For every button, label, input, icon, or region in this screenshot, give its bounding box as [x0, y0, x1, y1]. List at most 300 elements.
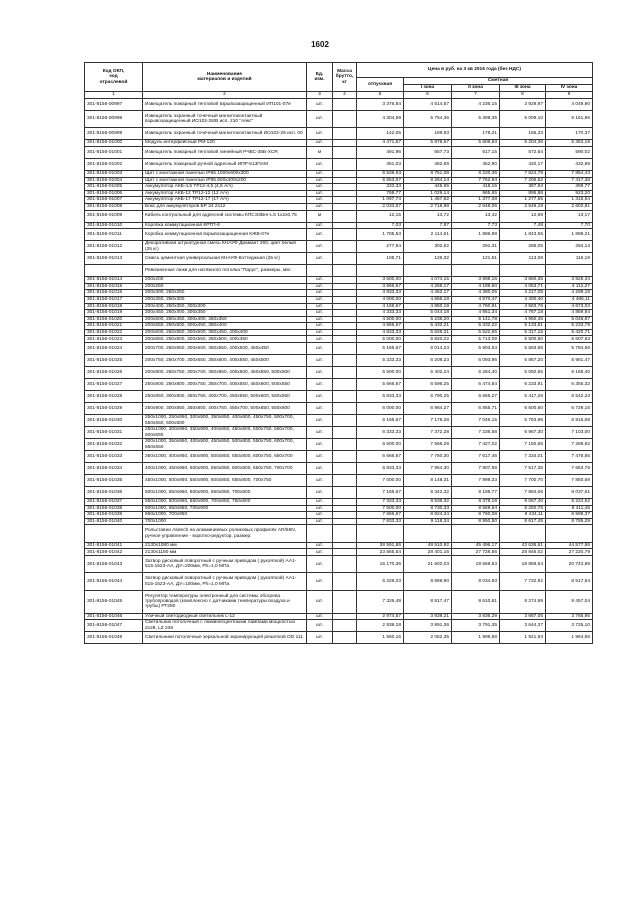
row-name: Затвор дисковый поворотный с ручным приводом ( рукояткой) АА1-515-1523-АА, ДУ=200мм, Рh=1,0 МПа — [143, 556, 307, 573]
row-price-zone-3: 6 783,96 — [500, 415, 546, 427]
row-price-zone-3: 8 067,40 — [500, 499, 546, 506]
row-name: 700х1000 — [143, 518, 307, 525]
row-code: 301-8156-01035 — [85, 475, 143, 487]
row-price-release: 7 166,67 — [357, 487, 404, 499]
row-price-zone-1: 6 984,27 — [404, 403, 452, 415]
row-unit: шт. — [307, 283, 333, 290]
row-price-zone-1: 8 924,34 — [404, 512, 452, 519]
row-price-zone-2: 7 998,33 — [452, 475, 500, 487]
table-row — [85, 512, 593, 519]
row-price-release: 769,77 — [357, 190, 404, 197]
row-price-zone-2: 4 236,15 — [452, 99, 500, 111]
row-unit: шт. — [307, 253, 333, 265]
row-price-zone-3: 165,33 — [500, 128, 546, 140]
row-name: Рольставни Alutech на алюминиевых роликовых профилях AR/55N, ручное управление - воротко-редуктор, размер: — [143, 525, 307, 542]
row-code: 301-8156-01029 — [85, 403, 143, 415]
row-price-release: 7 666,67 — [357, 512, 404, 519]
row-price-zone-2: 4 570,47 — [452, 296, 500, 303]
row-price-release: 333,33 — [357, 184, 404, 191]
row-price-zone-2: 4 951,34 — [452, 310, 500, 317]
row-name: Аккумулятор АКБ-17 ТР12-17 (17 А/ч) — [143, 197, 307, 204]
row-price-zone-3: 7 334,01 — [500, 451, 546, 463]
row-price-zone-4: 4 673,03 — [546, 303, 593, 310]
row-price-release: 277,64 — [357, 241, 404, 253]
row-mass — [333, 451, 357, 463]
table-row — [85, 415, 593, 427]
row-mass — [333, 283, 357, 290]
row-price-zone-3: 5 317,15 — [500, 329, 546, 336]
row-mass — [333, 499, 357, 506]
row-price-zone-2: 291,31 — [452, 241, 500, 253]
row-mass — [333, 210, 357, 222]
row-price-zone-3: 7 206,52 — [500, 177, 546, 184]
row-price-zone-3: 3 644,37 — [500, 620, 546, 632]
row-name: 250х1000, 300х950, 350х900, 400х850, 450х800, 500х750, 550х700, 600х650 — [143, 427, 307, 439]
table-row — [85, 613, 593, 620]
row-price-release: 6 229,03 — [357, 573, 404, 590]
row-price-zone-4: 5 981,47 — [546, 355, 593, 367]
row-price-zone-2: 8 379,19 — [452, 499, 500, 506]
row-price-zone-2: 418,15 — [452, 184, 500, 191]
row-mass — [333, 241, 357, 253]
row-name: Аккумулятор АКБ-4,5 ТР12-4,5 (4,5 А/ч) — [143, 184, 307, 191]
table-row — [85, 403, 593, 415]
row-price-release: 5 500,00 — [357, 367, 404, 379]
row-price-zone-1: 8 869,90 — [404, 573, 452, 590]
row-price-zone-3: 3 687,05 — [500, 613, 546, 620]
row-unit: шт. — [307, 556, 333, 573]
row-price-zone-2: 8 188,77 — [452, 487, 500, 499]
row-price-release: 12,15 — [357, 210, 404, 222]
row-price-zone-4: 170,37 — [546, 128, 593, 140]
row-price-zone-3: 5 204,36 — [500, 140, 546, 147]
table-row — [85, 197, 593, 204]
row-name: 250х800, 250х800, 300х750, 350х700, 400х650, 450х600, 500х550 — [143, 379, 307, 391]
row-code: 301-8156-01009 — [85, 210, 143, 222]
row-unit: шт. — [307, 463, 333, 475]
column-number: 8 — [500, 92, 546, 99]
row-price-zone-3: 420,17 — [500, 158, 546, 170]
row-price-zone-2: 2 648,06 — [452, 203, 500, 210]
row-price-zone-2: 6 665,27 — [452, 391, 500, 403]
row-price-zone-4: 1 316,54 — [546, 197, 593, 204]
row-code: 301-8156-01014 — [85, 277, 143, 284]
row-price-zone-3: 7 517,35 — [500, 463, 546, 475]
row-unit: шт. — [307, 451, 333, 463]
row-name: 200х350, 250х300 — [143, 296, 307, 303]
header-release: отпускная — [357, 78, 404, 92]
table-row — [85, 146, 593, 158]
row-code: 301-8156-01000 — [85, 140, 143, 147]
row-price-zone-2: 7 046,15 — [452, 415, 500, 427]
row-price-zone-1: 5 626,21 — [404, 329, 452, 336]
row-price-zone-2: 1 999,58 — [452, 632, 500, 644]
table-row — [85, 290, 593, 297]
row-mass — [333, 463, 357, 475]
row-unit — [307, 265, 333, 277]
row-name: Кабель контрольный для адресной системы КПСЭЗВнг-LS 1х2х0,75 — [143, 210, 307, 222]
row-mass — [333, 323, 357, 330]
row-price-zone-4: 399,77 — [546, 184, 593, 191]
row-price-zone-3: 387,93 — [500, 184, 546, 191]
table-row — [85, 355, 593, 367]
row-mass — [333, 111, 357, 128]
row-price-release: 4 833,33 — [357, 329, 404, 336]
row-price-release: 3 500,00 — [357, 277, 404, 284]
row-price-zone-4: 7 663,76 — [546, 463, 593, 475]
row-price-zone-1: 8 751,08 — [404, 170, 452, 177]
row-price-zone-2: 5 713,09 — [452, 336, 500, 343]
table-row — [85, 573, 593, 590]
row-price-zone-1: 7 178,28 — [404, 415, 452, 427]
row-code: 301-8156-00997 — [85, 99, 143, 111]
row-price-zone-3: 2 548,19 — [500, 203, 546, 210]
row-mass — [333, 316, 357, 323]
row-price-zone-2: 5 141,78 — [452, 316, 500, 323]
row-price-zone-4: 6 355,32 — [546, 379, 593, 391]
table-row — [85, 336, 593, 343]
column-number: 7 — [452, 92, 500, 99]
row-price-zone-2: 8 610,81 — [452, 590, 500, 613]
price-table — [84, 62, 593, 644]
row-mass — [333, 487, 357, 499]
row-name: Светильники потолочные зеркальной экранирующей решеткой OD 111 — [143, 632, 307, 644]
row-code: 301-8156-01037 — [85, 499, 143, 506]
header-mass: Масса брутто, кг — [333, 63, 357, 92]
row-code: 301-8156-01007 — [85, 197, 143, 204]
table-row — [85, 283, 593, 290]
table-row — [85, 203, 593, 210]
row-unit — [307, 525, 333, 542]
row-price-release: 7 000,00 — [357, 475, 404, 487]
row-price-release: 7,03 — [357, 222, 404, 229]
table-row — [85, 439, 593, 451]
row-code: 301-8156-01005 — [85, 184, 143, 191]
row-price-zone-3: 572,54 — [500, 146, 546, 158]
row-mass — [333, 158, 357, 170]
row-price-release: 4 166,67 — [357, 303, 404, 310]
table-row — [85, 542, 593, 549]
row-unit: шт. — [307, 505, 333, 512]
row-price-release: 6 553,67 — [357, 177, 404, 184]
row-code: 301-8156-01002 — [85, 158, 143, 170]
row-unit: шт. — [307, 190, 333, 197]
row-price-zone-4: 6 168,40 — [546, 367, 593, 379]
row-code: 301-8156-01045 — [85, 590, 143, 613]
row-price-zone-3: 7 150,65 — [500, 439, 546, 451]
row-price-zone-2: 4 189,60 — [452, 283, 500, 290]
row-mass — [333, 590, 357, 613]
row-price-zone-4: 6 729,16 — [546, 403, 593, 415]
row-mass — [333, 556, 357, 573]
row-price-zone-4: 5 233,79 — [546, 323, 593, 330]
row-price-release: 7 833,33 — [357, 518, 404, 525]
table-row — [85, 111, 593, 128]
row-price-zone-2: 6 093,96 — [452, 355, 500, 367]
table-row — [85, 177, 593, 184]
row-unit: шт. — [307, 277, 333, 284]
row-name: 500х1000, 550х950, 600х900, 650х850, 700х800 — [143, 487, 307, 499]
row-mass — [333, 265, 357, 277]
row-price-zone-1: 7 566,29 — [404, 439, 452, 451]
row-unit: шт. — [307, 329, 333, 336]
row-name: Коробка коммутационная КРТП-8 — [143, 222, 307, 229]
row-price-zone-2: 27 728,56 — [452, 549, 500, 556]
row-unit: шт. — [307, 158, 333, 170]
row-price-zone-3: 6 417,26 — [500, 391, 546, 403]
row-code: 301-8156-01018 — [85, 303, 143, 310]
row-price-zone-3: 5 500,50 — [500, 336, 546, 343]
row-price-zone-1: 2 114,61 — [404, 229, 452, 241]
row-name: Извещатель пожарный тепловой взрывозащищенный ИП101-07е — [143, 99, 307, 111]
row-price-release: 105,71 — [357, 253, 404, 265]
header-zone-1: I зона — [404, 85, 452, 92]
row-mass — [333, 190, 357, 197]
row-price-zone-2: 965,65 — [452, 190, 500, 197]
table-row — [85, 241, 593, 253]
table-row — [85, 620, 593, 632]
row-price-zone-4: 44 577,86 — [546, 542, 593, 549]
row-price-zone-1: 7 954,30 — [404, 463, 452, 475]
row-mass — [333, 146, 357, 158]
row-unit: шт. — [307, 499, 333, 506]
row-price-release: 2 974,57 — [357, 613, 404, 620]
row-price-zone-2 — [452, 525, 500, 542]
row-price-zone-1: 302,62 — [404, 241, 452, 253]
row-price-zone-3: 8 617,45 — [500, 518, 546, 525]
row-price-release: 4 000,00 — [357, 296, 404, 303]
row-unit: шт. — [307, 310, 333, 317]
row-price-zone-2: 8 760,08 — [452, 512, 500, 519]
row-mass — [333, 253, 357, 265]
row-mass — [333, 343, 357, 355]
row-price-zone-4: 4 299,18 — [546, 290, 593, 297]
row-price-zone-1: 6 790,25 — [404, 391, 452, 403]
table-row — [85, 158, 593, 170]
row-price-zone-3 — [500, 265, 546, 277]
row-code: 301-8156-01033 — [85, 451, 143, 463]
row-price-release: 5 333,33 — [357, 355, 404, 367]
row-code: 301-8156-01034 — [85, 463, 143, 475]
row-code: 301-8156-01015 — [85, 283, 143, 290]
row-code: 301-8156-01025 — [85, 355, 143, 367]
table-row — [85, 556, 593, 573]
row-code: 301-8156-01028 — [85, 391, 143, 403]
row-code: 301-8156-01003 — [85, 170, 143, 177]
table-row — [85, 229, 593, 241]
row-code: 301-8156-01011 — [85, 229, 143, 241]
row-code: 301-8156-00999 — [85, 128, 143, 140]
row-unit: шт. — [307, 229, 333, 241]
row-name: Извещатель пожарный ручной адресный ИПР-513ПАМ — [143, 158, 307, 170]
row-price-zone-1: 8 264,14 — [404, 177, 452, 184]
row-price-zone-1: 6 014,23 — [404, 343, 452, 355]
table-row — [85, 303, 593, 310]
row-code: 301-8156-01041 — [85, 542, 143, 549]
row-price-zone-3: 4 217,05 — [500, 290, 546, 297]
row-price-release: 1 705,53 — [357, 229, 404, 241]
row-price-zone-2: 6 474,84 — [452, 379, 500, 391]
row-price-release — [357, 265, 404, 277]
row-price-zone-4: 3 766,95 — [546, 613, 593, 620]
row-price-zone-1: 28 401,16 — [404, 549, 452, 556]
row-name: 200х500, 250х450, 300х400, 350х350 — [143, 316, 307, 323]
row-price-zone-3: 7,48 — [500, 222, 546, 229]
row-price-release: 1 550,16 — [357, 632, 404, 644]
table-row — [85, 451, 593, 463]
table-row — [85, 391, 593, 403]
row-price-zone-1: 3 891,36 — [404, 620, 452, 632]
row-price-zone-2: 4 380,05 — [452, 290, 500, 297]
row-code: 301-8156-01024 — [85, 343, 143, 355]
row-name: 200х300, 250х250 — [143, 290, 307, 297]
row-code: 301-8156-01031 — [85, 427, 143, 439]
row-price-zone-3: 4 053,71 — [500, 283, 546, 290]
row-mass — [333, 549, 357, 556]
row-price-zone-4: 7 850,69 — [546, 475, 593, 487]
row-price-release: 7 500,00 — [357, 505, 404, 512]
row-name: Щит с монтажной панелью IP65 1000х600х300 — [143, 170, 307, 177]
row-price-release: 23 565,54 — [357, 549, 404, 556]
row-unit: шт. — [307, 613, 333, 620]
row-price-zone-4: 8 037,61 — [546, 487, 593, 499]
row-price-zone-3: 7 732,92 — [500, 573, 546, 590]
row-price-zone-1: 2 052,35 — [404, 632, 452, 644]
row-price-zone-4: 3 925,34 — [546, 277, 593, 284]
row-code: 301-8156-01022 — [85, 329, 143, 336]
row-name: Коробка коммутационная взрывозащищенная КЖВ-07е — [143, 229, 307, 241]
row-price-zone-2: 7 236,58 — [452, 427, 500, 439]
table-row — [85, 128, 593, 140]
row-price-zone-3: 43 636,61 — [500, 542, 546, 549]
row-price-zone-4: 590,02 — [546, 146, 593, 158]
row-code: 301-8156-01042 — [85, 549, 143, 556]
row-code: 301-8156-01043 — [85, 556, 143, 573]
row-code: 301-8156-01048 — [85, 632, 143, 644]
row-price-release: 7 333,33 — [357, 499, 404, 506]
row-price-zone-4: 116,19 — [546, 253, 593, 265]
row-price-zone-1: 1 467,62 — [404, 197, 452, 204]
row-name: 2130х1180 мм — [143, 549, 307, 556]
row-mass — [333, 403, 357, 415]
row-unit: шт. — [307, 184, 333, 191]
row-price-zone-2: 1 986,99 — [452, 229, 500, 241]
row-name: 200х700, 250х650, 300х600, 350х550, 400х500, 450х450 — [143, 343, 307, 355]
row-price-zone-4: 8 411,45 — [546, 505, 593, 512]
row-price-zone-4: 1 964,66 — [546, 632, 593, 644]
row-price-zone-1: 9 118,34 — [404, 518, 452, 525]
row-price-zone-1: 5 044,18 — [404, 310, 452, 317]
row-unit: шт. — [307, 549, 333, 556]
row-unit: шт. — [307, 290, 333, 297]
row-code: 301-8156-01032 — [85, 439, 143, 451]
row-price-zone-1: 5 432,21 — [404, 323, 452, 330]
row-price-zone-2: 8 220,36 — [452, 170, 500, 177]
row-unit: шт. — [307, 355, 333, 367]
table-row — [85, 487, 593, 499]
row-mass — [333, 310, 357, 317]
header-name: Наименование материалов и изделий — [143, 63, 307, 92]
row-price-zone-2: 7 427,02 — [452, 439, 500, 451]
row-name: 400х1000, 450х950, 500х900, 550х850, 600х800, 650х750, 700х700 — [143, 463, 307, 475]
column-number: 6 — [404, 92, 452, 99]
row-mass — [333, 336, 357, 343]
row-price-release: 3 833,33 — [357, 290, 404, 297]
row-code: 301-8156-01010 — [85, 222, 143, 229]
table-row — [85, 316, 593, 323]
header-estimate: Сметная — [404, 78, 593, 85]
row-price-zone-4: 7 854,43 — [546, 170, 593, 177]
row-unit: шт. — [307, 403, 333, 415]
row-price-zone-4: 5 794,56 — [546, 343, 593, 355]
row-name: 200х400, 250х350, 300х300 — [143, 303, 307, 310]
row-name: Извещатель охранный точечный магнитоконтактный взрывозащищенный ИО102-26/В исп. 210 "Аякс" — [143, 111, 307, 128]
row-unit: шт. — [307, 343, 333, 355]
row-price-zone-4: 8 785,29 — [546, 518, 593, 525]
table-row — [85, 367, 593, 379]
row-price-zone-1: 5 754,36 — [404, 111, 452, 128]
row-price-zone-3: 5 683,86 — [500, 343, 546, 355]
row-name: Регулятор температуры электронный для системы обогрева трубопроводов (комплексно с датчиками температуры воздуха и трубы) РТ280 — [143, 590, 307, 613]
table-row — [85, 329, 593, 336]
row-price-release: 142,05 — [357, 128, 404, 140]
row-name: Затвор дисковый поворотный с ручным приводом ( рукояткой) АА1-515-1523-АА, ДУ=100мм, Рh=1,0 МПа — [143, 573, 307, 590]
row-price-zone-2: 7,73 — [452, 222, 500, 229]
row-price-zone-4: 7 417,38 — [546, 177, 593, 184]
row-name: 650х1000, 700х950 — [143, 512, 307, 519]
row-price-zone-3: 8 434,11 — [500, 512, 546, 519]
row-price-zone-1: 7,97 — [404, 222, 452, 229]
row-price-release: 7 326,49 — [357, 590, 404, 613]
row-price-zone-4: 923,20 — [546, 190, 593, 197]
row-name: 200х450, 250х400, 300х350 — [143, 310, 307, 317]
row-unit: шт. — [307, 177, 333, 184]
table-row — [85, 590, 593, 613]
row-name: 550х1000, 600х950, 650х900, 700х850, 750х800 — [143, 499, 307, 506]
row-mass — [333, 197, 357, 204]
row-price-zone-4: 4 486,11 — [546, 296, 593, 303]
row-price-zone-2: 8 034,93 — [452, 573, 500, 590]
row-price-zone-3: 8 274,99 — [500, 590, 546, 613]
row-price-release: 1 097,74 — [357, 197, 404, 204]
row-price-zone-1: 4 074,15 — [404, 277, 452, 284]
row-price-zone-4: 4 112,27 — [546, 283, 593, 290]
row-unit: шт. — [307, 99, 333, 111]
row-unit: шт. — [307, 222, 333, 229]
row-price-zone-2 — [452, 265, 500, 277]
table-row — [85, 549, 593, 556]
row-code: 301-8156-01039 — [85, 512, 143, 519]
row-price-zone-1: 4 268,17 — [404, 283, 452, 290]
table-row — [85, 210, 593, 222]
row-price-zone-3: 12,98 — [500, 210, 546, 222]
row-price-zone-1: 657,73 — [404, 146, 452, 158]
row-mass — [333, 128, 357, 140]
row-price-zone-3: 6 233,91 — [500, 379, 546, 391]
row-mass — [333, 329, 357, 336]
row-mass — [333, 140, 357, 147]
row-name: 450х1000, 500х950, 550х900, 600х850, 650х800, 700х750 — [143, 475, 307, 487]
column-number: 2 — [143, 92, 307, 99]
page-number: 1602 — [311, 40, 329, 49]
row-price-zone-1: 6 596,25 — [404, 379, 452, 391]
row-price-zone-2: 8 569,64 — [452, 505, 500, 512]
row-name: 200х250 — [143, 283, 307, 290]
row-price-zone-3: 7 884,06 — [500, 487, 546, 499]
row-name: 250х1000, 250х950, 300х900, 350х850, 400х800, 450х750, 500х700, 550х650, 600х600 — [143, 415, 307, 427]
row-price-zone-3: 4 400,40 — [500, 296, 546, 303]
row-code: 301-8156-01038 — [85, 505, 143, 512]
